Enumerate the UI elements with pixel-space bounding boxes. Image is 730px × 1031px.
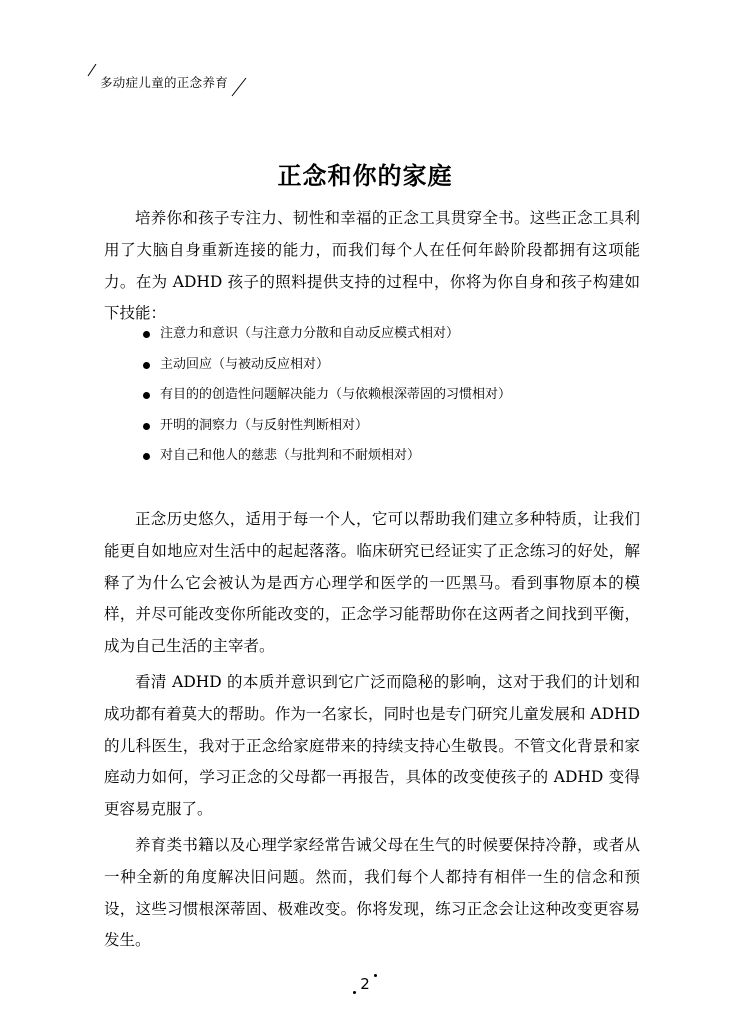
page-dot-decoration	[353, 991, 356, 994]
page-number	[0, 975, 730, 993]
running-header	[82, 64, 252, 98]
intro-section	[104, 203, 640, 330]
body-section	[104, 504, 640, 957]
bullet-icon	[143, 453, 150, 460]
skill-text: 注意力和意识（与注意力分散和自动反应模式相对）	[160, 326, 460, 341]
body-paragraph: 看清 ADHD 的本质并意识到它广泛而隐秘的影响，这对于我们的计划和成功都有着莫大的帮助。作为一名家长，同时也是专门研究儿童发展和 ADHD 的儿科医生，我对于正念给家庭带来的持续支持心生敬畏。不管文化背景和家庭动力如何，学习正念的父母都一再报告，具体的改变使孩子的 ADHD 变得更容易克服了。	[104, 672, 640, 819]
list-item	[141, 319, 641, 350]
skill-text: 有目的的创造性问题解决能力（与依赖根深蒂固的习惯相对）	[160, 387, 512, 403]
list-item	[141, 380, 641, 411]
skill-text: 对自己和他人的慈悲（与批判和不耐烦相对）	[160, 448, 421, 464]
intro-paragraph: 培养你和孩子专注力、韧性和幸福的正念工具贯穿全书。这些正念工具利用了大脑自身重新连接的能力，而我们每个人在任何年龄阶段都拥有这项能力。在为 ADHD 孩子的照料提供支持的过程中，你将为你自身和孩子构建如下技能：	[104, 209, 640, 323]
skill-text: 开明的洞察力（与反射性判断相对）	[160, 417, 369, 433]
bullet-icon	[143, 423, 150, 430]
list-item	[141, 441, 641, 472]
chapter-title: 正念和你的家庭	[277, 162, 453, 190]
bullet-icon	[143, 331, 150, 338]
book-title: 多动症儿童的正念养育	[100, 75, 229, 90]
list-item	[141, 350, 641, 381]
bullet-icon	[143, 392, 150, 399]
bullet-icon	[143, 362, 150, 369]
page-number-text: 2	[360, 975, 370, 993]
list-item	[141, 411, 641, 442]
body-paragraph: 养育类书籍以及心理学家经常告诫父母在生气的时候要保持冷静，或者从一种全新的角度解决旧问题。然而，我们每个人都持有相伴一生的信念和预设，这些习惯根深蒂固、极难改变。你将发现，练习正念会让这种改变更容易发生。	[104, 835, 640, 950]
skill-text: 主动回应（与被动反应相对）	[160, 356, 330, 372]
body-paragraph: 正念历史悠久，适用于每一个人，它可以帮助我们建立多种特质，让我们能更自如地应对生活中的起起落落。临床研究已经证实了正念练习的好处，解释了为什么它会被认为是西方心理学和医学的一匹黑马。看到事物原本的模样，并尽可能改变你所能改变的，正念学习能帮助你在这两者之间找到平衡，成为自己生活的主宰者。	[104, 510, 640, 656]
page-dot-decoration	[374, 974, 377, 977]
skills-list	[141, 319, 641, 472]
